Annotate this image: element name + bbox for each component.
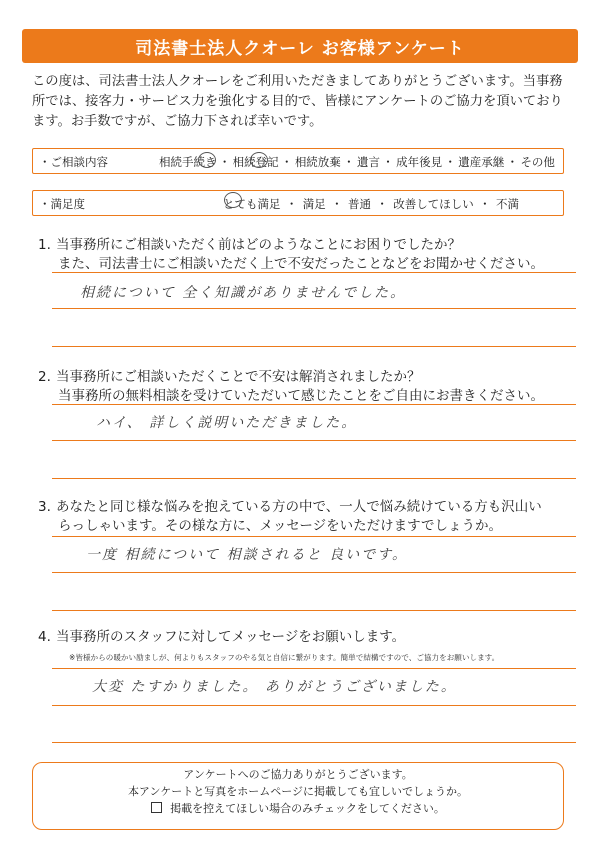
satisfaction-row: [32, 190, 564, 216]
answer-rule: [52, 272, 576, 273]
question-text: 当事務所にご相談いただくことで不安は解消されましたか？: [56, 369, 421, 385]
option-estate-succession[interactable]: 遺産承継: [458, 155, 505, 169]
handwritten-answer-2: ハイ、 詳しく説明いただきました。: [96, 415, 358, 431]
option-separator: ・: [376, 197, 388, 211]
intro-line: 所では、接客力・サービス力を強化する目的で、皆様にアンケートのご協力を頂いており: [32, 94, 563, 109]
question-text: 当事務所にご相談いただく前はどのようなことにお困りでしたか？: [56, 237, 461, 253]
option-inheritance-registration[interactable]: 相続登記: [232, 155, 279, 169]
footer-box: [32, 762, 564, 830]
answer-rule: [52, 404, 576, 405]
question-text: あなたと同じ様な悩みを抱えている方の中で、一人で悩み続けている方も沢山い: [56, 499, 542, 515]
question-4-note: ※皆様からの暖かい励ましが、何よりもスタッフのやる気と自信に繋がります。簡単で結構ですので、ご協力をお願いします。: [69, 653, 500, 662]
handwritten-answer-1: 相続について 全く知識がありませんでした。: [80, 285, 407, 301]
handwritten-circle-mark: [198, 152, 216, 168]
answer-rule: [52, 742, 576, 743]
opt-out-checkbox[interactable]: [151, 802, 162, 813]
option-separator: ・: [506, 155, 519, 169]
satisfaction-options: [223, 196, 519, 212]
answer-rule: [52, 478, 576, 479]
answer-rule: [52, 668, 576, 669]
question-2: [38, 368, 578, 406]
option-separator: ・: [285, 197, 298, 211]
intro-line: この度は、司法書士法人クオーレをご利用いただきましてありがとうございます。当事務: [32, 74, 563, 89]
question-number: 4.: [38, 629, 51, 645]
handwritten-circle-mark: [250, 152, 268, 168]
question-4: [38, 628, 578, 647]
title-bar: [22, 29, 578, 63]
option-separator: ・: [444, 155, 456, 169]
consult-type-options: [159, 154, 555, 170]
option-other[interactable]: その他: [520, 155, 555, 169]
footer-check-row: [33, 800, 563, 817]
answer-rule: [52, 572, 576, 573]
question-number: 1.: [38, 237, 51, 253]
question-text: また、司法書士にご相談いただく上で不安だったことなどをお聞かせください。: [58, 256, 544, 272]
question-number: 3.: [38, 499, 51, 515]
footer-thanks: アンケートへのご協力ありがとうございます。: [183, 768, 413, 781]
answer-rule: [52, 346, 576, 347]
option-separator: ・: [331, 197, 343, 211]
option-satisfied[interactable]: 満足: [302, 197, 326, 211]
question-text: らっしゃいます。その様な方に、メッセージをいただけますでしょうか。: [58, 518, 503, 534]
option-very-satisfied[interactable]: とても満足: [223, 197, 281, 211]
consult-type-row: [32, 148, 564, 174]
option-separator: ・: [343, 155, 355, 169]
handwritten-answer-3: 一度 相続について 相談されると 良いです。: [86, 547, 408, 563]
option-separator: ・: [218, 155, 231, 169]
footer-check-label: 掲載を控えてほしい場合のみチェックをしてください。: [170, 802, 445, 815]
question-text: 当事務所の無料相談を受けていただいて感じたことをご自由にお書きください。: [58, 388, 544, 404]
option-separator: ・: [280, 155, 293, 169]
option-adult-guardianship[interactable]: 成年後見: [396, 155, 443, 169]
question-1: [38, 236, 578, 274]
page-title: 司法書士法人クオーレ お客様アンケート: [135, 38, 465, 59]
option-inheritance-renunciation[interactable]: 相続放棄: [294, 155, 341, 169]
question-number: 2.: [38, 369, 51, 385]
question-text: 当事務所のスタッフに対してメッセージをお願いします。: [56, 629, 406, 645]
option-dissatisfied[interactable]: 不満: [496, 197, 519, 211]
answer-rule: [52, 440, 576, 441]
consult-type-label: ・ご相談内容: [39, 155, 108, 169]
option-separator: ・: [382, 155, 394, 169]
option-needs-improvement[interactable]: 改善してほしい: [393, 197, 474, 211]
option-neutral[interactable]: 普通: [348, 197, 371, 211]
footer-question: 本アンケートと写真をホームページに掲載しても宜しいでしょうか。: [127, 785, 469, 798]
answer-rule: [52, 705, 576, 706]
question-3: [38, 498, 578, 536]
option-inheritance-procedure[interactable]: 相続手続き: [159, 155, 217, 169]
intro-line: ます。お手数ですが、ご協力下されば幸いです。: [32, 114, 323, 129]
option-separator: ・: [479, 197, 491, 211]
handwritten-answer-4: 大変 たすかりました。 ありがとうございました。: [92, 679, 457, 695]
satisfaction-label: ・満足度: [39, 197, 85, 211]
handwritten-circle-mark: [224, 192, 242, 208]
answer-rule: [52, 610, 576, 611]
answer-rule: [52, 308, 576, 309]
intro-text: [32, 72, 572, 132]
option-will[interactable]: 遺言: [356, 155, 380, 169]
answer-rule: [52, 536, 576, 537]
